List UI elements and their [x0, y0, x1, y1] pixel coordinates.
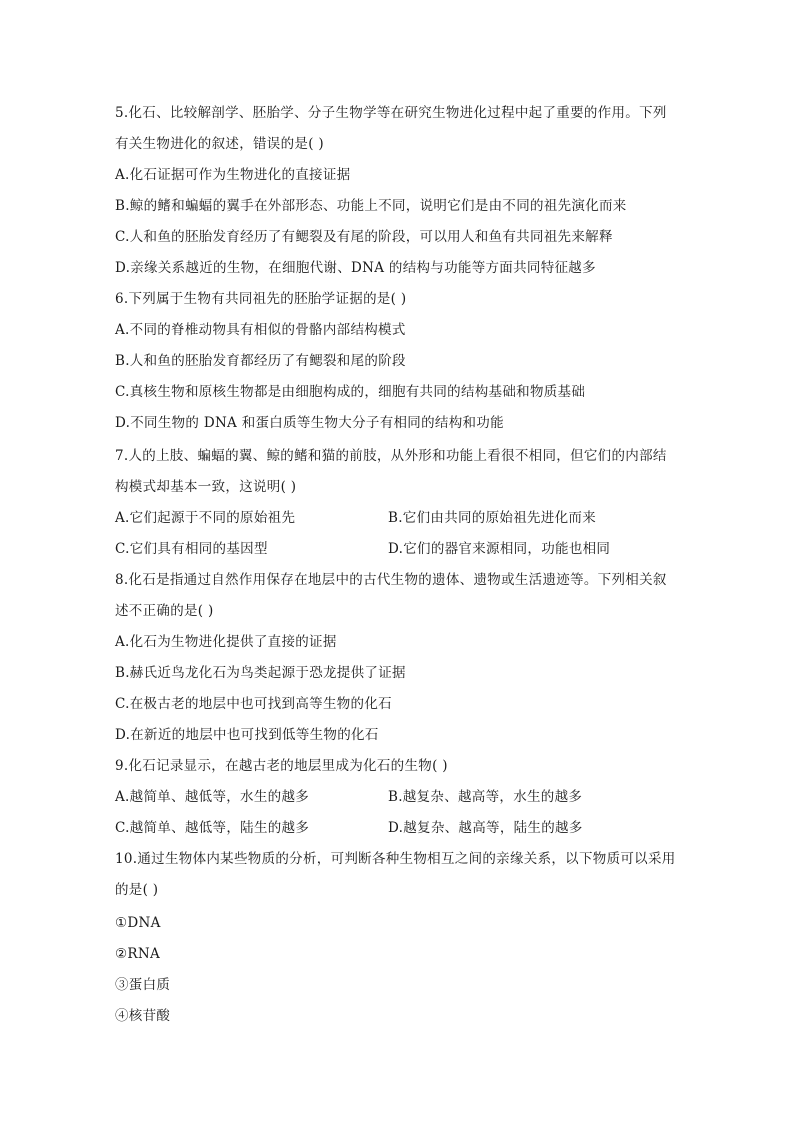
q9-option-a: A.越简单、越低等，水生的越多 [115, 789, 310, 805]
q7-stem-line1: 7.人的上肢、蝙蝠的翼、鲸的鳍和猫的前肢，从外形和功能上看很不相同，但它们的内部结 [115, 448, 667, 464]
q5-option-a: A.化石证据可作为生物进化的直接证据 [115, 167, 351, 183]
q9-option-c: C.越简单、越低等，陆生的越多 [115, 820, 310, 836]
q7-option-c: C.它们具有相同的基因型 [115, 541, 268, 557]
q10-item-4: ④核苷酸 [115, 1008, 171, 1024]
q10-stem-line2: 的是( ) [115, 882, 159, 898]
q8-stem-line1: 8.化石是指通过自然作用保存在地层中的古代生物的遗体、遗物或生活遗迹等。下列相关叙 [115, 572, 667, 588]
q8-option-d: D.在新近的地层中也可找到低等生物的化石 [115, 727, 379, 743]
q7-option-b: B.它们由共同的原始祖先进化而来 [388, 510, 597, 526]
q10-stem-line1: 10.通过生物体内某些物质的分析，可判断各种生物相互之间的亲缘关系，以下物质可以采用 [115, 851, 676, 867]
q10-item-1: ①DNA [115, 915, 161, 931]
q5-stem-line1: 5.化石、比较解剖学、胚胎学、分子生物学等在研究生物进化过程中起了重要的作用。下列 [115, 105, 667, 121]
q9-option-d: D.越复杂、越高等，陆生的越多 [388, 820, 583, 836]
q5-option-b: B.鲸的鳍和蝙蝠的翼手在外部形态、功能上不同，说明它们是由不同的祖先演化而来 [115, 198, 627, 214]
q6-stem-line1: 6.下列属于生物有共同祖先的胚胎学证据的是( ) [115, 291, 407, 307]
q9-option-b: B.越复杂、越高等，水生的越多 [388, 789, 583, 805]
q7-option-d: D.它们的器官来源相同，功能也相同 [388, 541, 611, 557]
q6-option-c: C.真核生物和原核生物都是由细胞构成的，细胞有共同的结构基础和物质基础 [115, 384, 586, 400]
q7-option-a: A.它们起源于不同的原始祖先 [115, 510, 296, 526]
q7-stem-line2: 构模式却基本一致，这说明( ) [115, 479, 297, 495]
q5-option-c: C.人和鱼的胚胎发育经历了有鳃裂及有尾的阶段，可以用人和鱼有共同祖先来解释 [115, 229, 613, 245]
q9-stem-line1: 9.化石记录显示，在越古老的地层里成为化石的生物( ) [115, 758, 448, 774]
q10-item-3: ③蛋白质 [115, 977, 171, 993]
q8-option-c: C.在极古老的地层中也可找到高等生物的化石 [115, 696, 392, 712]
q6-option-d: D.不同生物的 DNA 和蛋白质等生物大分子有相同的结构和功能 [115, 415, 504, 431]
q5-stem-line2: 有关生物进化的叙述，错误的是( ) [115, 136, 324, 152]
q8-option-a: A.化石为生物进化提供了直接的证据 [115, 634, 337, 650]
q5-option-d: D.亲缘关系越近的生物，在细胞代谢、DNA 的结构与功能等方面共同特征越多 [115, 260, 596, 276]
q8-option-b: B.赫氏近鸟龙化石为鸟类起源于恐龙提供了证据 [115, 665, 406, 681]
q8-stem-line2: 述不正确的是( ) [115, 603, 214, 619]
q10-item-2: ②RNA [115, 946, 161, 962]
q6-option-a: A.不同的脊椎动物具有相似的骨骼内部结构模式 [115, 322, 406, 338]
q6-option-b: B.人和鱼的胚胎发育都经历了有鳃裂和尾的阶段 [115, 353, 406, 369]
